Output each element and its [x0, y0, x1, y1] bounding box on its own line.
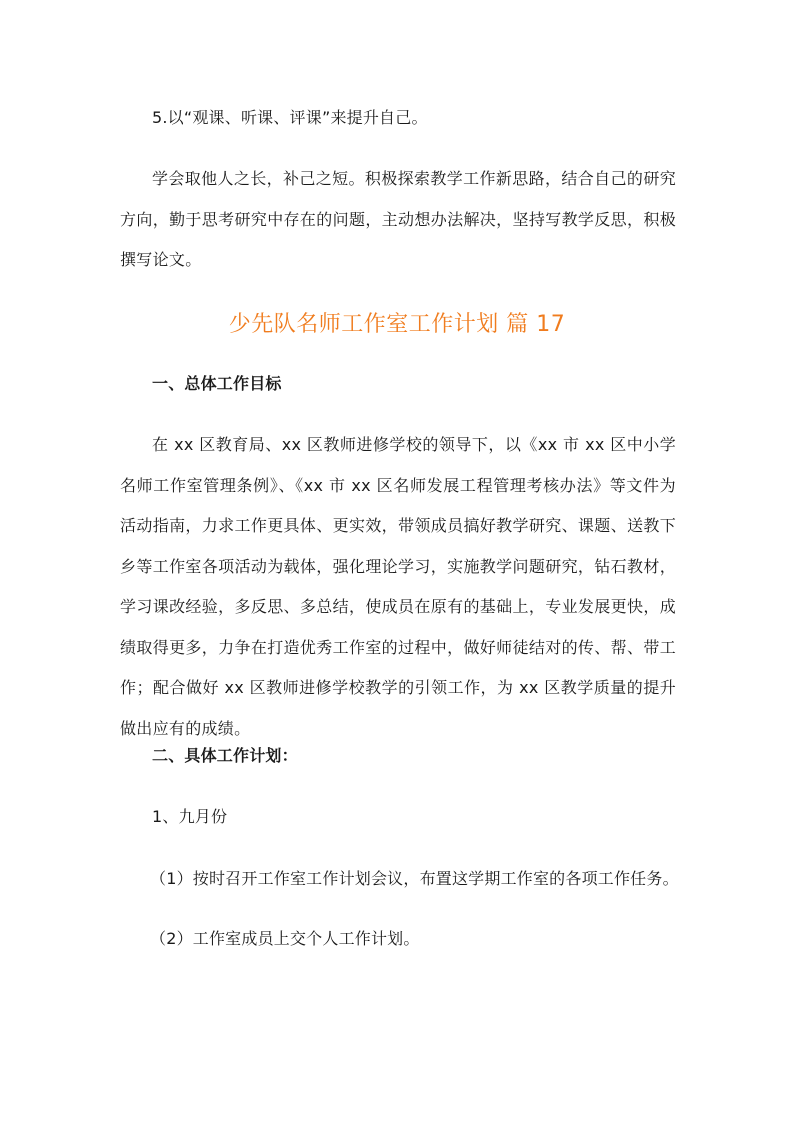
heading-overall-goals: 一、总体工作目标: [152, 374, 282, 393]
paragraph-learn-from-others: 学会取他人之长，补己之短。积极探索教学工作新思路，结合自己的研究方向，勤于思考研究中存在的问题，主动想办法解决，坚持写教学反思，积极撰写论文。: [120, 169, 676, 269]
section-title: 少先队名师工作室工作计划 篇 17: [228, 312, 566, 337]
task-item-1: （1）按时召开工作室工作计划会议，布置这学期工作室的各项工作任务。: [150, 869, 679, 888]
task-item-2: （2）工作室成员上交个人工作计划。: [150, 929, 420, 948]
month-september: 1、九月份: [152, 807, 228, 826]
item-5-text: 5.以“观课、听课、评课”来提升自己。: [152, 108, 428, 127]
heading-specific-plan: 二、具体工作计划：: [152, 746, 298, 765]
paragraph-overall-goals: 在 xx 区教育局、xx 区教师进修学校的领导下，以《xx 市 xx 区中小学名师工作室管理条例》、《xx 市 xx 区名师发展工程管理考核办法》等文件为活动指南，力求工作更具体、更实效，带领成员搞好教学研究、课题、送教下乡等工作室各项活动为载体，强化理论学习，实施教学问题研究，钻石教材，学习课改经验，多反思、多总结，使成员在原有的基础上，专业发展更快，成绩取得更多，力争在打造优秀工作室的过程中，做好师徒结对的传、帮、带工作；配合做好 xx 区教师进修学校教学的引领工作，为 xx 区教学质量的提升做出应有的成绩。: [120, 435, 676, 738]
